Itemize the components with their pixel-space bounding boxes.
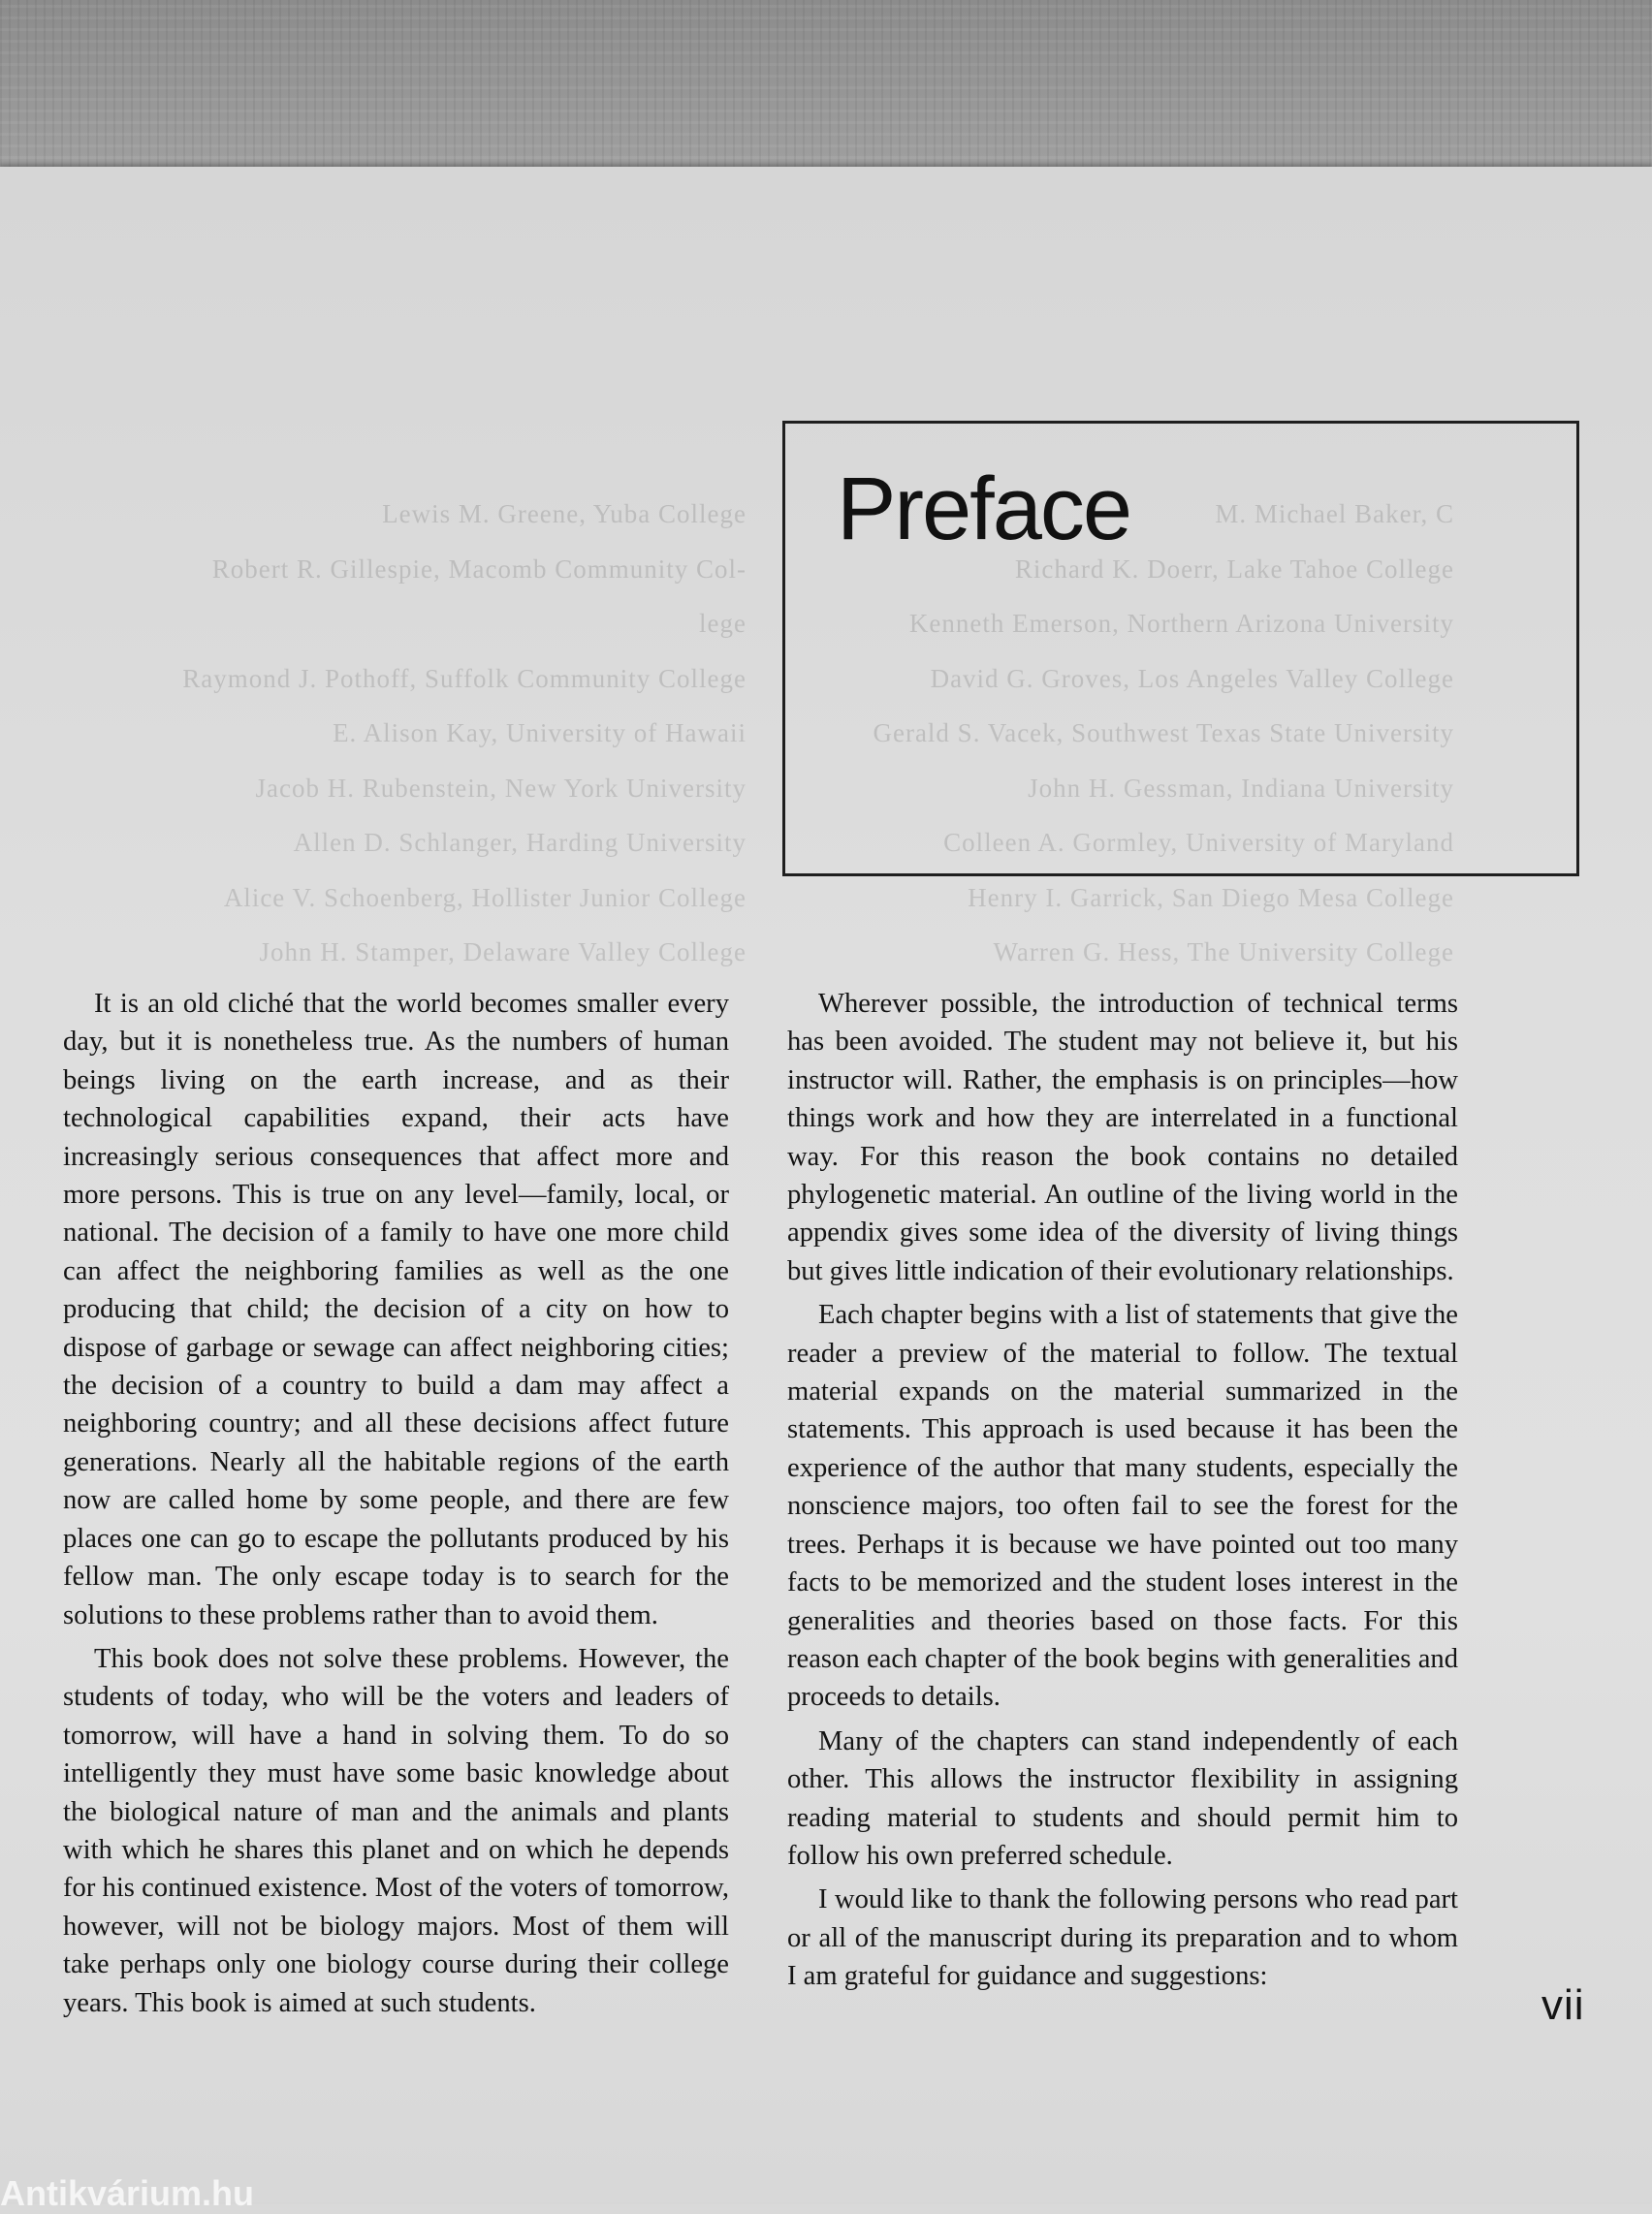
book-page <box>0 167 1652 2202</box>
show-through-line: Alice V. Schoenberg, Hollister Junior College <box>223 882 747 912</box>
show-through-text-left <box>87 487 747 980</box>
show-through-line: Richard K. Doerr, Lake Tahoe College <box>1014 554 1454 584</box>
show-through-line: Lewis M. Greene, Yuba College <box>382 499 747 528</box>
show-through-line: lege <box>699 609 747 638</box>
show-through-line: John H. Stamper, Delaware Valley College <box>259 937 747 966</box>
show-through-line: Jacob H. Rubenstein, New York University <box>255 773 747 803</box>
show-through-line: Allen D. Schlanger, Harding University <box>293 828 747 857</box>
paragraph: I would like to thank the following persons who read part or all of the manuscript during its preparation and to whom I am grateful for guidance and suggestions: <box>787 1884 1458 1992</box>
paragraph: Each chapter begins with a list of statements that give the reader a preview of the material to follow. The textual material expands on the material summarized in the statements. This approach is used because it has been the experience of the author that many students, especially the nonscience majors, too often fail to see the forest for the trees. Perhaps it is because we have pointed out too many facts to be memorized and the student loses interest in the generalities and theories based on those facts. For this reason each chapter of the book begins with generalities and proceeds to details. <box>787 1300 1458 1713</box>
show-through-line: John H. Gessman, Indiana University <box>1028 773 1454 803</box>
show-through-line: M. Michael Baker, C <box>1215 499 1454 528</box>
show-through-line: Henry I. Garrick, San Diego Mesa College <box>968 882 1454 912</box>
show-through-line: Robert R. Gillespie, Macomb Community Col- <box>211 554 747 584</box>
page-title: Preface <box>837 459 1131 558</box>
paragraph: Wherever possible, the introduction of technical terms has been avoided. The student may not believe it, but his instructor will. Rather, the emphasis is on principles—how things work and how they are interrelated in a functional way. For this reason the book contains no detailed phylogenetic material. An outline of the living world in the appendix gives some idea of the diversity of living things but gives little indication of their evolutionary relationships. <box>787 989 1458 1286</box>
show-through-line: Colleen A. Gormley, University of Maryland <box>943 828 1454 857</box>
show-through-line: Kenneth Emerson, Northern Arizona University <box>908 609 1454 638</box>
show-through-line: David G. Groves, Los Angeles Valley College <box>930 663 1454 693</box>
right-text-column <box>787 985 1458 2002</box>
paragraph: This book does not solve these problems. However, the students of today, who will be the voters and leaders of tomorrow, will have a hand in solving them. To do so intelligently they must have some basic knowledge about the biological nature of man and the animals and plants with which he shares this planet and on which he depends for his continued existence. Most of the voters of tomorrow, however, will not be biology majors. Most of them will take perhaps only one biology course during their college years. This book is aimed at such students. <box>63 1643 729 2018</box>
paragraph: Many of the chapters can stand independently of each other. This allows the instructor flexibility in assigning reading material to students and should permit him to follow his own preferred schedule. <box>787 1725 1458 1871</box>
watermark: Antikvárium.hu <box>0 2173 255 2213</box>
show-through-line: Warren G. Hess, The University College <box>993 937 1454 966</box>
show-through-line: E. Alison Kay, University of Hawaii <box>333 718 747 747</box>
paragraph: It is an old cliché that the world becomes smaller every day, but it is nonetheless true. As the numbers of human beings living on the earth increase, and as their technological capabilities expand, their acts have increasingly serious consequences that affect more and more persons. This is true on any level—family, local, or national. The decision of a family to have one more child can affect the neighboring families as well as the one producing that child; the decision of a city on how to dispose of garbage or sewage can affect neighboring cities; the decision of a country to build a dam may affect a neighboring country; and all these decisions affect future generations. Nearly all the habitable regions of the earth now are called home by some people, and there are few places one can go to escape the pollutants produced by his fellow man. The only escape today is to search for the solutions to these problems rather than to avoid them. <box>63 989 729 1630</box>
scan-background <box>0 0 1652 194</box>
preface-title-box <box>782 421 1579 876</box>
show-through-line: Gerald S. Vacek, Southwest Texas State University <box>873 718 1454 747</box>
page-number: vii <box>1541 1981 1585 2029</box>
left-text-column <box>63 985 729 2028</box>
show-through-line: Raymond J. Pothoff, Suffolk Community College <box>182 663 747 693</box>
